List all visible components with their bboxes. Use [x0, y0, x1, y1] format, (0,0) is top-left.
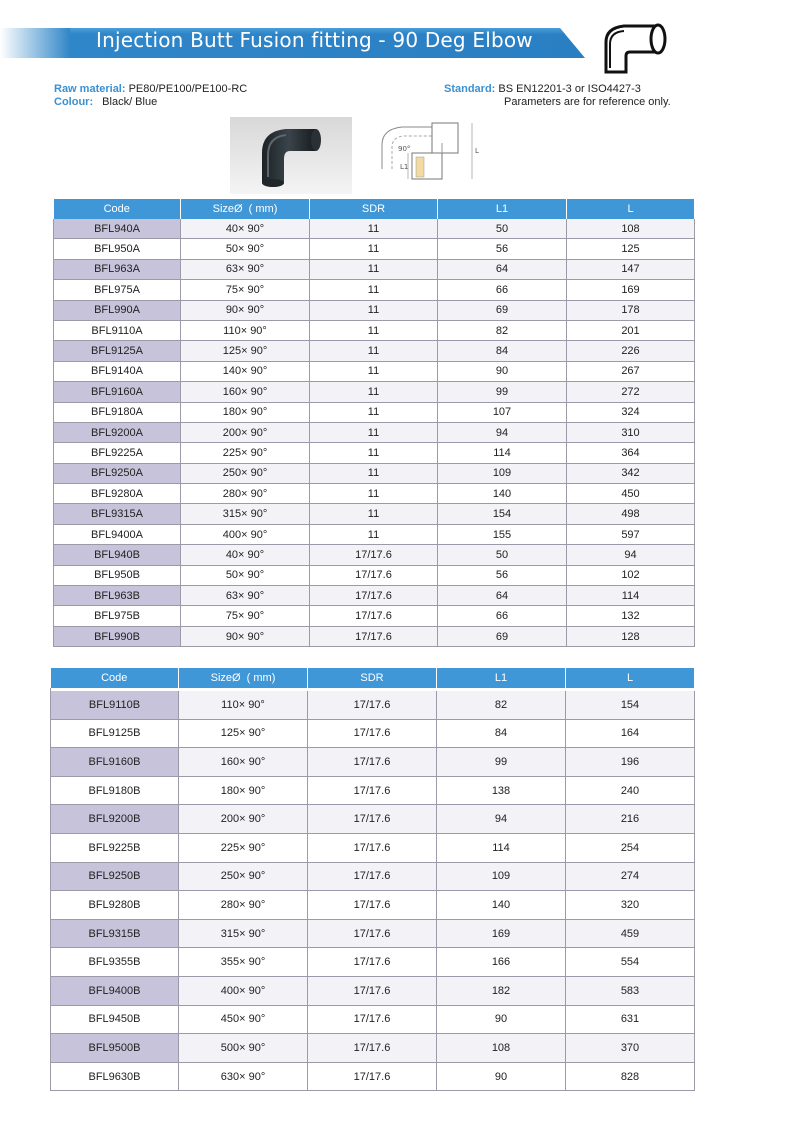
cell-l: 201: [567, 320, 695, 340]
cell-l: 94: [567, 545, 695, 565]
cell-size: 90× 90°: [181, 300, 310, 320]
cell-l: 450: [567, 484, 695, 504]
table-header-row: [54, 199, 695, 219]
cell-l1: 169: [437, 919, 566, 948]
standard-row: [444, 83, 671, 96]
cell-sdr: 11: [310, 463, 438, 483]
table-row: [54, 239, 695, 259]
col-header-size: SizeØ ( mm): [181, 199, 310, 219]
cell-size: 75× 90°: [181, 606, 310, 626]
cell-l: 164: [566, 719, 695, 748]
col-header-l: L: [566, 668, 695, 688]
cell-size: 75× 90°: [181, 280, 310, 300]
table-row: [54, 463, 695, 483]
cell-l1: 56: [438, 239, 567, 259]
title-banner: [0, 24, 585, 58]
cell-l: 125: [567, 239, 695, 259]
table-row: [54, 402, 695, 422]
cell-sdr: 11: [310, 402, 438, 422]
cell-size: 50× 90°: [181, 239, 310, 259]
cell-code: BFL9180A: [54, 402, 181, 422]
table-row: [51, 1034, 695, 1063]
cell-size: 180× 90°: [181, 402, 310, 422]
cell-code: BFL9500B: [51, 1034, 179, 1063]
cell-l1: 182: [437, 976, 566, 1005]
cell-l: 597: [567, 524, 695, 544]
cell-sdr: 17/17.6: [308, 691, 437, 719]
cell-l: 240: [566, 776, 695, 805]
cell-sdr: 17/17.6: [308, 976, 437, 1005]
cell-l: 102: [567, 565, 695, 585]
cell-code: BFL940A: [54, 219, 181, 239]
table-row: [54, 219, 695, 239]
cell-size: 450× 90°: [179, 1005, 308, 1034]
standard-label: Standard:: [444, 83, 496, 95]
cell-sdr: 11: [310, 382, 438, 402]
cell-sdr: 11: [310, 259, 438, 279]
cell-l1: 69: [438, 300, 567, 320]
cell-l1: 114: [437, 833, 566, 862]
cell-l1: 109: [438, 463, 567, 483]
cell-size: 125× 90°: [181, 341, 310, 361]
cell-l: 498: [567, 504, 695, 524]
cell-l: 267: [567, 361, 695, 381]
cell-code: BFL9250A: [54, 463, 181, 483]
table-row: [54, 586, 695, 606]
cell-l1: 90: [437, 1005, 566, 1034]
spec-table-2-body: [51, 691, 695, 1091]
table-row: [51, 891, 695, 920]
cell-code: BFL990B: [54, 626, 181, 646]
table-row: [54, 565, 695, 585]
cell-size: 110× 90°: [181, 320, 310, 340]
cell-size: 315× 90°: [181, 504, 310, 524]
cell-l1: 64: [438, 259, 567, 279]
colour-row: [54, 96, 247, 109]
raw-material-label: Raw material:: [54, 83, 126, 95]
cell-l1: 84: [438, 341, 567, 361]
cell-code: BFL9225B: [51, 833, 179, 862]
cell-l: 583: [566, 976, 695, 1005]
cell-sdr: 17/17.6: [308, 891, 437, 920]
material-info: [54, 83, 247, 109]
drawing-l-label: L: [475, 147, 479, 155]
cell-size: 225× 90°: [181, 443, 310, 463]
cell-l: 114: [567, 586, 695, 606]
cell-code: BFL9355B: [51, 948, 179, 977]
cell-l1: 166: [437, 948, 566, 977]
cell-l1: 114: [438, 443, 567, 463]
cell-sdr: 17/17.6: [310, 606, 438, 626]
cell-sdr: 11: [310, 219, 438, 239]
col-header-code: Code: [54, 199, 181, 219]
cell-sdr: 17/17.6: [308, 919, 437, 948]
cell-sdr: 17/17.6: [310, 586, 438, 606]
cell-size: 250× 90°: [179, 862, 308, 891]
cell-size: 160× 90°: [179, 748, 308, 777]
col-header-code: Code: [51, 668, 179, 688]
cell-l: 272: [567, 382, 695, 402]
cell-size: 225× 90°: [179, 833, 308, 862]
table-row: [54, 320, 695, 340]
cell-code: BFL9125A: [54, 341, 181, 361]
cell-sdr: 17/17.6: [308, 833, 437, 862]
cell-size: 63× 90°: [181, 586, 310, 606]
cell-code: BFL9280B: [51, 891, 179, 920]
cell-sdr: 17/17.6: [308, 862, 437, 891]
standard-value: BS EN12201-3 or ISO4427-3: [498, 83, 641, 95]
cell-size: 40× 90°: [181, 219, 310, 239]
cell-l: 108: [567, 219, 695, 239]
cell-code: BFL9280A: [54, 484, 181, 504]
cell-l1: 99: [437, 748, 566, 777]
cell-code: BFL9200B: [51, 805, 179, 834]
cell-l: 196: [566, 748, 695, 777]
cell-l: 342: [567, 463, 695, 483]
cell-l1: 66: [438, 606, 567, 626]
table-row: [51, 748, 695, 777]
cell-l1: 50: [438, 219, 567, 239]
col-header-l1: L1: [438, 199, 567, 219]
cell-size: 110× 90°: [179, 691, 308, 719]
cell-l1: 94: [437, 805, 566, 834]
cell-size: 280× 90°: [179, 891, 308, 920]
standard-info: [444, 83, 671, 109]
cell-sdr: 11: [310, 484, 438, 504]
cell-code: BFL9110B: [51, 691, 179, 719]
cell-size: 280× 90°: [181, 484, 310, 504]
cell-l1: 94: [438, 422, 567, 442]
cell-l: 169: [567, 280, 695, 300]
elbow-fitting-icon: [596, 22, 668, 74]
table-header-row: [51, 668, 695, 688]
cell-code: BFL9250B: [51, 862, 179, 891]
cell-l1: 82: [438, 320, 567, 340]
cell-code: BFL9315A: [54, 504, 181, 524]
cell-sdr: 11: [310, 422, 438, 442]
cell-sdr: 11: [310, 443, 438, 463]
col-header-sdr: SDR: [310, 199, 438, 219]
cell-code: BFL9450B: [51, 1005, 179, 1034]
product-photo: [230, 117, 352, 194]
cell-l1: 108: [437, 1034, 566, 1063]
table-row: [51, 833, 695, 862]
cell-code: BFL9315B: [51, 919, 179, 948]
cell-l: 364: [567, 443, 695, 463]
cell-l: 459: [566, 919, 695, 948]
cell-code: BFL9125B: [51, 719, 179, 748]
table-row: [54, 382, 695, 402]
col-header-size: SizeØ ( mm): [179, 668, 308, 688]
cell-l1: 90: [438, 361, 567, 381]
cell-code: BFL9630B: [51, 1062, 179, 1091]
cell-l: 178: [567, 300, 695, 320]
cell-sdr: 11: [310, 524, 438, 544]
cell-l1: 138: [437, 776, 566, 805]
cell-sdr: 11: [310, 320, 438, 340]
cell-code: BFL9200A: [54, 422, 181, 442]
cell-size: 315× 90°: [179, 919, 308, 948]
table-row: [54, 606, 695, 626]
cell-l1: 56: [438, 565, 567, 585]
cell-size: 160× 90°: [181, 382, 310, 402]
cell-l1: 107: [438, 402, 567, 422]
cell-sdr: 17/17.6: [308, 719, 437, 748]
table-row: [54, 443, 695, 463]
cell-code: BFL950A: [54, 239, 181, 259]
spec-table-1-body: [54, 219, 695, 647]
cell-sdr: 17/17.6: [310, 565, 438, 585]
cell-code: BFL9160B: [51, 748, 179, 777]
cell-sdr: 11: [310, 504, 438, 524]
cell-l: 154: [566, 691, 695, 719]
cell-size: 500× 90°: [179, 1034, 308, 1063]
col-header-l: L: [567, 199, 695, 219]
cell-size: 200× 90°: [181, 422, 310, 442]
cell-l: 324: [567, 402, 695, 422]
cell-l: 310: [567, 422, 695, 442]
spec-table-2: [50, 668, 695, 1091]
table-row: [54, 422, 695, 442]
cell-size: 90× 90°: [181, 626, 310, 646]
cell-sdr: 11: [310, 239, 438, 259]
table-row: [51, 976, 695, 1005]
cell-sdr: 17/17.6: [310, 626, 438, 646]
technical-drawing: [372, 117, 487, 194]
table-row: [51, 1062, 695, 1091]
cell-size: 200× 90°: [179, 805, 308, 834]
table-row: [51, 862, 695, 891]
cell-l1: 154: [438, 504, 567, 524]
cell-code: BFL963B: [54, 586, 181, 606]
cell-l: 147: [567, 259, 695, 279]
cell-code: BFL950B: [54, 565, 181, 585]
table-row: [54, 504, 695, 524]
cell-l: 828: [566, 1062, 695, 1091]
cell-sdr: 11: [310, 361, 438, 381]
cell-sdr: 17/17.6: [308, 1062, 437, 1091]
cell-size: 250× 90°: [181, 463, 310, 483]
cell-l1: 69: [438, 626, 567, 646]
cell-l: 631: [566, 1005, 695, 1034]
cell-l1: 140: [437, 891, 566, 920]
cell-sdr: 11: [310, 341, 438, 361]
cell-size: 400× 90°: [181, 524, 310, 544]
table-row: [54, 361, 695, 381]
table-row: [54, 545, 695, 565]
cell-l: 254: [566, 833, 695, 862]
cell-l1: 140: [438, 484, 567, 504]
cell-size: 630× 90°: [179, 1062, 308, 1091]
cell-code: BFL9400A: [54, 524, 181, 544]
cell-l: 226: [567, 341, 695, 361]
cell-sdr: 11: [310, 300, 438, 320]
cell-l1: 99: [438, 382, 567, 402]
cell-code: BFL975A: [54, 280, 181, 300]
cell-sdr: 17/17.6: [308, 805, 437, 834]
cell-l: 320: [566, 891, 695, 920]
cell-l1: 90: [437, 1062, 566, 1091]
table-row: [51, 805, 695, 834]
cell-sdr: 17/17.6: [308, 948, 437, 977]
raw-material-value: PE80/PE100/PE100-RC: [128, 83, 248, 95]
table-row: [51, 691, 695, 719]
cell-code: BFL963A: [54, 259, 181, 279]
cell-code: BFL9110A: [54, 320, 181, 340]
cell-code: BFL9225A: [54, 443, 181, 463]
cell-sdr: 11: [310, 280, 438, 300]
table-row: [51, 948, 695, 977]
cell-l1: 64: [438, 586, 567, 606]
drawing-l1-label: L1: [400, 163, 409, 171]
reference-note: Parameters are for reference only.: [504, 96, 671, 108]
cell-l: 370: [566, 1034, 695, 1063]
cell-l: 128: [567, 626, 695, 646]
cell-sdr: 17/17.6: [308, 748, 437, 777]
table-row: [54, 300, 695, 320]
cell-l1: 84: [437, 719, 566, 748]
cell-size: 140× 90°: [181, 361, 310, 381]
table-row: [51, 719, 695, 748]
table-row: [54, 626, 695, 646]
cell-code: BFL9140A: [54, 361, 181, 381]
raw-material-row: [54, 83, 247, 96]
cell-sdr: 17/17.6: [308, 1034, 437, 1063]
table-row: [51, 1005, 695, 1034]
cell-size: 125× 90°: [179, 719, 308, 748]
table-row: [54, 341, 695, 361]
table-row: [54, 524, 695, 544]
cell-code: BFL9400B: [51, 976, 179, 1005]
cell-l1: 66: [438, 280, 567, 300]
colour-label: Colour:: [54, 96, 94, 108]
cell-l1: 109: [437, 862, 566, 891]
cell-code: BFL990A: [54, 300, 181, 320]
cell-l: 216: [566, 805, 695, 834]
table-row: [54, 259, 695, 279]
cell-code: BFL975B: [54, 606, 181, 626]
cell-l: 554: [566, 948, 695, 977]
cell-size: 400× 90°: [179, 976, 308, 1005]
cell-l: 274: [566, 862, 695, 891]
colour-value: Black/ Blue: [102, 96, 158, 108]
cell-size: 40× 90°: [181, 545, 310, 565]
cell-code: BFL940B: [54, 545, 181, 565]
table-row: [51, 776, 695, 805]
cell-sdr: 17/17.6: [310, 545, 438, 565]
cell-l1: 155: [438, 524, 567, 544]
table-row: [54, 484, 695, 504]
cell-size: 50× 90°: [181, 565, 310, 585]
cell-l: 132: [567, 606, 695, 626]
cell-size: 63× 90°: [181, 259, 310, 279]
col-header-l1: L1: [437, 668, 566, 688]
cell-sdr: 17/17.6: [308, 776, 437, 805]
drawing-angle-label: 90°: [398, 145, 411, 153]
page-title: Injection Butt Fusion fitting - 90 Deg Elbow: [96, 28, 533, 52]
spec-table-1: [53, 199, 695, 647]
cell-size: 355× 90°: [179, 948, 308, 977]
cell-sdr: 17/17.6: [308, 1005, 437, 1034]
cell-l1: 50: [438, 545, 567, 565]
cell-l1: 82: [437, 691, 566, 719]
table-row: [51, 919, 695, 948]
cell-size: 180× 90°: [179, 776, 308, 805]
col-header-sdr: SDR: [308, 668, 437, 688]
table-row: [54, 280, 695, 300]
cell-code: BFL9160A: [54, 382, 181, 402]
cell-code: BFL9180B: [51, 776, 179, 805]
